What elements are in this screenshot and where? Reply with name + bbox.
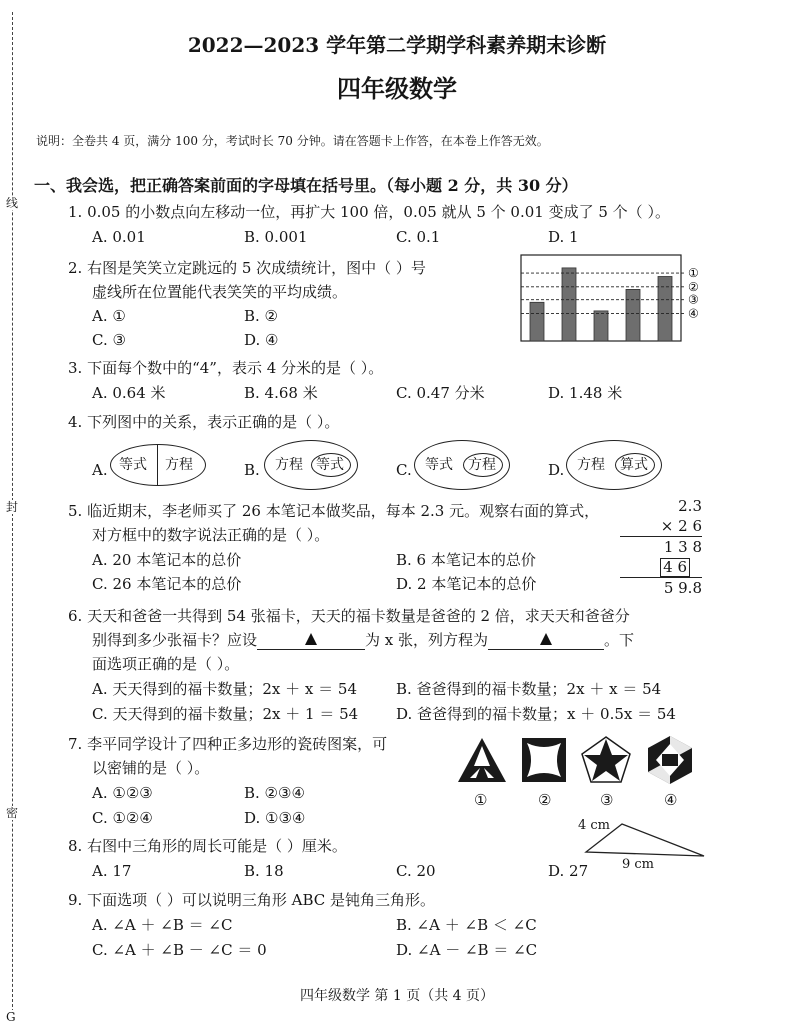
- q6-stem-line2: [92, 630, 634, 650]
- q6-blank-1: [257, 631, 365, 650]
- q5-option-d: D. 2 本笔记本的总价: [396, 575, 537, 593]
- q3-option-d: D. 1.48 米: [548, 384, 623, 402]
- q9-option-a: A. ∠A ＋ ∠B ＝ ∠C: [92, 916, 233, 934]
- q6-option-d: D. 爸爸得到的福卡数量；x ＋ 0.5x ＝ 54: [396, 705, 676, 723]
- margin-label-mi: 密: [6, 806, 19, 820]
- q8-option-c: C. 20: [396, 862, 436, 880]
- q2-stem-line1: 2. 右图是笑笑立定跳远的 5 次成绩统计，图中（ ）号: [68, 259, 426, 277]
- q4-b-inner-ellipse: [311, 453, 351, 477]
- q5-vertical-multiplication: [620, 496, 702, 598]
- calc-row-partial-1: 1 3 8: [663, 538, 702, 556]
- q3-option-b: B. 4.68 米: [244, 384, 318, 402]
- triangle-marker-icon: [305, 633, 317, 645]
- q6-stem-part-b: 为 x 张，列方程为: [365, 631, 489, 649]
- calc-boxed-partial: 4 6: [660, 558, 690, 577]
- q5-option-a: A. 20 本笔记本的总价: [92, 551, 242, 569]
- q8-option-b: B. 18: [244, 862, 284, 880]
- q2-option-a: A. ①: [92, 307, 126, 325]
- q4-b-outer-label: 方程: [275, 457, 303, 473]
- q9-stem: 9. 下面选项（ ）可以说明三角形 ABC 是钝角三角形。: [68, 891, 435, 909]
- q5-option-b: B. 6 本笔记本的总价: [396, 551, 536, 569]
- q6-stem-line3: 面选项正确的是（ ）。: [92, 655, 240, 673]
- q4-a-divider: [157, 445, 158, 485]
- q3-option-a: A. 0.64 米: [92, 384, 166, 402]
- q7-option-a: A. ①②③: [92, 784, 153, 802]
- tile-label-3: ③: [600, 791, 614, 809]
- q7-stem-line1: 7. 李平同学设计了四种正多边形的瓷砖图案，可: [68, 735, 388, 753]
- tile-triangle-icon: [458, 738, 506, 782]
- q3-option-c: C. 0.47 分米: [396, 384, 485, 402]
- tile-label-4: ④: [664, 791, 678, 809]
- q9-option-d: D. ∠A － ∠B ＝ ∠C: [396, 941, 538, 959]
- q6-stem-line1: 6. 天天和爸爸一共得到 54 张福卡，天天的福卡数量是爸爸的 2 倍，求天天和爸爸分: [68, 607, 630, 625]
- q5-stem-line1: 5. 临近期末，李老师买了 26 本笔记本做奖品，每本 2.3 元。观察右面的算式，: [68, 502, 600, 520]
- q6-stem-part-a: 别得到多少张福卡？应设: [92, 631, 258, 649]
- chart-reference-label-2: ②: [688, 279, 699, 294]
- calc-row-multiplicand: 2.3: [678, 497, 702, 515]
- q4-d-outer-ellipse: [566, 440, 662, 490]
- q4-d-inner-ellipse: [615, 453, 655, 477]
- q7-stem-line2: 以密铺的是（ ）。: [92, 759, 210, 777]
- exam-note: 说明：全卷共 4 页，满分 100 分，考试时长 70 分钟。请在答题卡上作答，在本卷上作答无效。: [36, 134, 549, 148]
- chart-reference-label-4: ④: [688, 306, 699, 321]
- q4-stem: 4. 下列图中的关系，表示正确的是（ ）。: [68, 413, 340, 431]
- q7-option-b: B. ②③④: [244, 784, 305, 802]
- q4-letter-c: C.: [396, 461, 412, 479]
- chart-reference-label-1: ①: [688, 266, 699, 281]
- q1-option-a: A. 0.01: [92, 228, 146, 246]
- q4-letter-a: A.: [92, 461, 108, 479]
- q6-option-c: C. 天天得到的福卡数量；2x ＋ 1 ＝ 54: [92, 705, 359, 723]
- tile-pentagon-icon: [582, 737, 630, 782]
- q4-c-outer-ellipse: [414, 440, 510, 490]
- q6-option-b: B. 爸爸得到的福卡数量；2x ＋ x ＝ 54: [396, 680, 662, 698]
- margin-label-g: G: [6, 1010, 16, 1024]
- margin-label-feng: 封: [6, 500, 19, 514]
- q4-b-inner-label: 等式: [316, 457, 344, 473]
- q8-side-a-label: 4 cm: [578, 818, 611, 833]
- page-footer: 四年级数学 第 1 页（共 4 页）: [299, 988, 495, 1004]
- q4-d-inner-label: 算式: [620, 457, 648, 473]
- q1-option-c: C. 0.1: [396, 228, 441, 246]
- exam-subject: 四年级数学: [337, 74, 457, 103]
- chart-bar-4: [626, 289, 640, 341]
- binding-line: [12, 12, 13, 1022]
- q4-a-right-label: 方程: [165, 457, 193, 473]
- q1-stem: 1. 0.05 的小数点向左移动一位，再扩大 100 倍，0.05 就从 5 个 0.01 变成了 5 个（ ）。: [68, 203, 670, 221]
- q2-stem-line2: 虚线所在位置能代表笑笑的平均成绩。: [92, 283, 348, 301]
- q5-option-c: C. 26 本笔记本的总价: [92, 575, 242, 593]
- q4-letter-d: D.: [548, 461, 565, 479]
- q4-c-inner-ellipse: [463, 453, 503, 477]
- q4-a-left-label: 等式: [119, 457, 147, 473]
- q6-stem-part-c: 。下: [604, 631, 635, 649]
- q1-option-b: B. 0.001: [244, 228, 308, 246]
- chart-bar-2: [562, 268, 576, 341]
- q2-option-b: B. ②: [244, 307, 279, 325]
- q2-option-c: C. ③: [92, 331, 126, 349]
- q1-option-d: D. 1: [548, 228, 579, 246]
- chart-bar-1: [530, 302, 544, 341]
- q4-a-ellipse: [110, 444, 206, 486]
- triangle-marker-icon: [540, 633, 552, 645]
- jump-bar-chart: [518, 252, 704, 344]
- tile-label-1: ①: [474, 791, 488, 809]
- chart-reference-label-3: ③: [688, 292, 699, 307]
- q6-option-a: A. 天天得到的福卡数量；2x ＋ x ＝ 54: [92, 680, 357, 698]
- calc-row-multiplier: × 2 6: [620, 516, 702, 537]
- q7-option-c: C. ①②④: [92, 809, 153, 827]
- tile-square-icon: [522, 738, 566, 782]
- tile-patterns: [450, 732, 710, 792]
- q7-option-d: D. ①③④: [244, 809, 306, 827]
- q4-letter-b: B.: [244, 461, 260, 479]
- q6-blank-2: [488, 631, 604, 650]
- q8-side-b-label: 9 cm: [622, 857, 655, 872]
- tile-label-2: ②: [538, 791, 552, 809]
- q9-option-b: B. ∠A ＋ ∠B ＜ ∠C: [396, 916, 537, 934]
- chart-bar-5: [658, 277, 672, 342]
- q4-c-inner-label: 方程: [468, 457, 496, 473]
- q4-b-outer-ellipse: [264, 440, 358, 490]
- q8-option-d: D. 27: [548, 862, 589, 880]
- q9-option-c: C. ∠A ＋ ∠B － ∠C ＝ 0: [92, 941, 267, 959]
- chart-bar-3: [594, 311, 608, 341]
- calc-row-product: 5 9.8: [663, 579, 702, 597]
- q4-d-outer-label: 方程: [577, 457, 605, 473]
- margin-label-xian: 线: [6, 196, 19, 210]
- q5-stem-line2: 对方框中的数字说法正确的是（ ）。: [92, 526, 330, 544]
- tile-hexagon-icon: [648, 736, 692, 784]
- exam-title: 2022—2023 学年第二学期学科素养期末诊断: [187, 33, 607, 57]
- q2-option-d: D. ④: [244, 331, 279, 349]
- q3-stem: 3. 下面每个数中的“4”，表示 4 分米的是（ ）。: [68, 359, 384, 377]
- section-1-title: 一、我会选，把正确答案前面的字母填在括号里。（每小题 2 分，共 30 分）: [34, 176, 578, 195]
- q8-option-a: A. 17: [92, 862, 132, 880]
- q8-stem: 8. 右图中三角形的周长可能是（ ）厘米。: [68, 837, 347, 855]
- q4-c-outer-label: 等式: [425, 457, 453, 473]
